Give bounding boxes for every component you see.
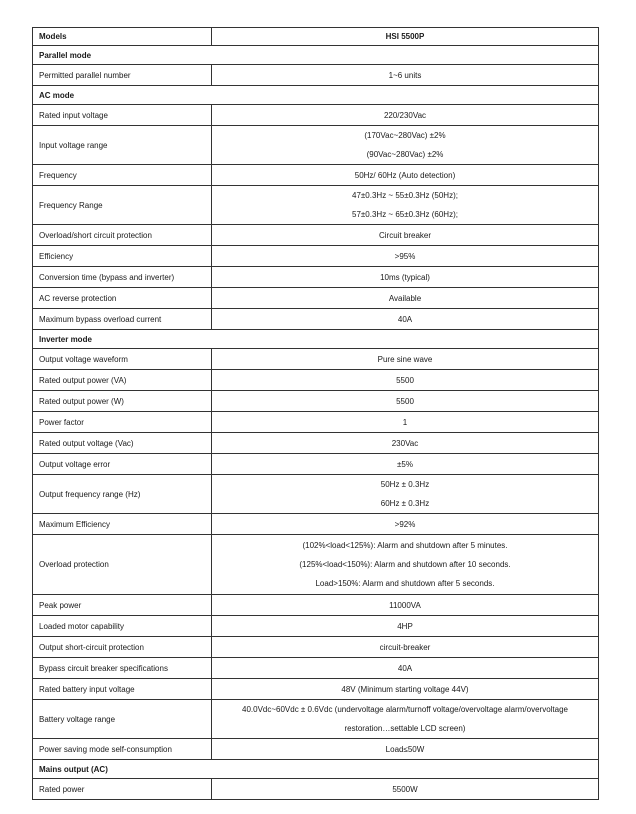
section-title: AC mode	[33, 86, 599, 105]
table-header-row	[33, 28, 599, 46]
parameter-label: Input voltage range	[33, 126, 212, 165]
table-row	[33, 246, 599, 267]
parameter-value: Load>150%: Alarm and shutdown after 5 seconds.	[315, 579, 495, 588]
table-row	[33, 391, 599, 412]
parameter-value: Pure sine wave	[377, 354, 433, 364]
spec-table	[32, 27, 599, 800]
parameter-label: Overload/short circuit protection	[33, 225, 212, 246]
parameter-value: 50Hz ± 0.3Hz	[380, 480, 430, 489]
parameter-value: Load≤50W	[385, 744, 425, 754]
parameter-value-cell	[212, 288, 599, 309]
parameter-value: 230Vac	[391, 438, 419, 448]
parameter-value-cell	[212, 246, 599, 267]
parameter-label: Frequency Range	[33, 186, 212, 225]
parameter-value-cell	[212, 165, 599, 186]
parameter-value: 5500W	[392, 784, 418, 794]
table-row	[33, 616, 599, 637]
parameter-value: 1~6 units	[388, 70, 422, 80]
parameter-value: 50Hz/ 60Hz (Auto detection)	[354, 170, 456, 180]
table-row	[33, 309, 599, 330]
parameter-value-cell	[212, 535, 599, 595]
parameter-value: restoration…settable LCD screen)	[344, 724, 466, 733]
parameter-value-cell	[212, 412, 599, 433]
parameter-label: Frequency	[33, 165, 212, 186]
parameter-value: 220/230Vac	[383, 110, 427, 120]
parameter-value: >95%	[394, 251, 416, 261]
parameter-value-cell	[212, 658, 599, 679]
parameter-value: 48V (Minimum starting voltage 44V)	[341, 684, 469, 694]
section-row	[33, 760, 599, 779]
parameter-value: 5500	[396, 375, 414, 385]
parameter-value: Circuit breaker	[378, 230, 431, 240]
parameter-value: 47±0.3Hz ~ 55±0.3Hz (50Hz);	[352, 191, 458, 200]
parameter-value: (90Vac~280Vac) ±2%	[366, 150, 444, 159]
parameter-value-cell	[212, 739, 599, 760]
section-title: Inverter mode	[33, 330, 599, 349]
table-row	[33, 349, 599, 370]
section-row	[33, 46, 599, 65]
parameter-value: >92%	[394, 519, 416, 529]
section-title: Mains output (AC)	[33, 760, 599, 779]
table-row	[33, 637, 599, 658]
parameter-label: Conversion time (bypass and inverter)	[33, 267, 212, 288]
parameter-label: Rated battery input voltage	[33, 679, 212, 700]
parameter-value-cell	[212, 370, 599, 391]
table-row	[33, 225, 599, 246]
parameter-value-cell	[212, 349, 599, 370]
parameter-value-cell	[212, 105, 599, 126]
table-row	[33, 370, 599, 391]
parameter-value-cell	[212, 514, 599, 535]
parameter-label: Overload protection	[33, 535, 212, 595]
parameter-label: Loaded motor capability	[33, 616, 212, 637]
parameter-value-cell	[212, 616, 599, 637]
table-row	[33, 475, 599, 514]
header-model-label: Models	[33, 28, 212, 46]
parameter-value: 1	[402, 417, 408, 427]
parameter-label: Power factor	[33, 412, 212, 433]
table-row	[33, 412, 599, 433]
parameter-value-cell	[212, 595, 599, 616]
table-row	[33, 126, 599, 165]
table-row	[33, 65, 599, 86]
table-row	[33, 595, 599, 616]
table-row	[33, 514, 599, 535]
parameter-label: Peak power	[33, 595, 212, 616]
parameter-label: Rated power	[33, 779, 212, 800]
parameter-label: Efficiency	[33, 246, 212, 267]
parameter-value-cell	[212, 391, 599, 412]
table-row	[33, 658, 599, 679]
parameter-value: 4HP	[397, 621, 413, 631]
table-row	[33, 165, 599, 186]
parameter-value-cell	[212, 309, 599, 330]
parameter-value: 40.0Vdc~60Vdc ± 0.6Vdc (undervoltage alarm/turnoff voltage/overvoltage alarm/overvoltage	[242, 705, 568, 714]
parameter-value: 40A	[397, 663, 413, 673]
parameter-label: Output frequency range (Hz)	[33, 475, 212, 514]
parameter-value: 57±0.3Hz ~ 65±0.3Hz (60Hz);	[352, 210, 458, 219]
section-row	[33, 86, 599, 105]
table-row	[33, 779, 599, 800]
parameter-value-cell	[212, 433, 599, 454]
parameter-label: Output voltage error	[33, 454, 212, 475]
table-row	[33, 288, 599, 309]
parameter-value-cell	[212, 779, 599, 800]
section-row	[33, 330, 599, 349]
table-row	[33, 105, 599, 126]
parameter-value-cell	[212, 186, 599, 225]
parameter-value: ±5%	[397, 459, 413, 469]
table-row	[33, 186, 599, 225]
parameter-label: Rated output voltage (Vac)	[33, 433, 212, 454]
section-title: Parallel mode	[33, 46, 599, 65]
table-row	[33, 679, 599, 700]
spec-table-body	[33, 28, 599, 800]
parameter-value: (125%<load<150%): Alarm and shutdown after 10 seconds.	[299, 560, 511, 569]
table-row	[33, 267, 599, 288]
parameter-label: Power saving mode self-consumption	[33, 739, 212, 760]
parameter-value: (170Vac~280Vac) ±2%	[364, 131, 446, 140]
parameter-label: Rated input voltage	[33, 105, 212, 126]
parameter-value: 11000VA	[389, 600, 421, 610]
table-row	[33, 433, 599, 454]
parameter-value: (102%<load<125%): Alarm and shutdown after 5 minutes.	[302, 541, 508, 550]
table-row	[33, 535, 599, 595]
parameter-label: Permitted parallel number	[33, 65, 212, 86]
table-row	[33, 700, 599, 739]
parameter-value-cell	[212, 637, 599, 658]
table-row	[33, 739, 599, 760]
parameter-value-cell	[212, 225, 599, 246]
parameter-value-cell	[212, 65, 599, 86]
parameter-value: 40A	[397, 314, 413, 324]
parameter-label: Rated output power (VA)	[33, 370, 212, 391]
parameter-label: Output short-circuit protection	[33, 637, 212, 658]
parameter-value-cell	[212, 126, 599, 165]
parameter-value: circuit-breaker	[379, 642, 431, 652]
parameter-value-cell	[212, 454, 599, 475]
parameter-value-cell	[212, 475, 599, 514]
parameter-label: Rated output power (W)	[33, 391, 212, 412]
header-model-value: HSI 5500P	[212, 28, 599, 46]
parameter-label: Bypass circuit breaker specifications	[33, 658, 212, 679]
parameter-value-cell	[212, 700, 599, 739]
parameter-value-cell	[212, 679, 599, 700]
table-row	[33, 454, 599, 475]
parameter-label: Maximum Efficiency	[33, 514, 212, 535]
parameter-value: 60Hz ± 0.3Hz	[380, 499, 430, 508]
parameter-label: Battery voltage range	[33, 700, 212, 739]
parameter-value: Available	[388, 293, 422, 303]
parameter-label: Output voltage waveform	[33, 349, 212, 370]
parameter-label: Maximum bypass overload current	[33, 309, 212, 330]
parameter-value-cell	[212, 267, 599, 288]
parameter-value: 5500	[396, 396, 414, 406]
parameter-value: 10ms (typical)	[380, 272, 430, 282]
parameter-label: AC reverse protection	[33, 288, 212, 309]
